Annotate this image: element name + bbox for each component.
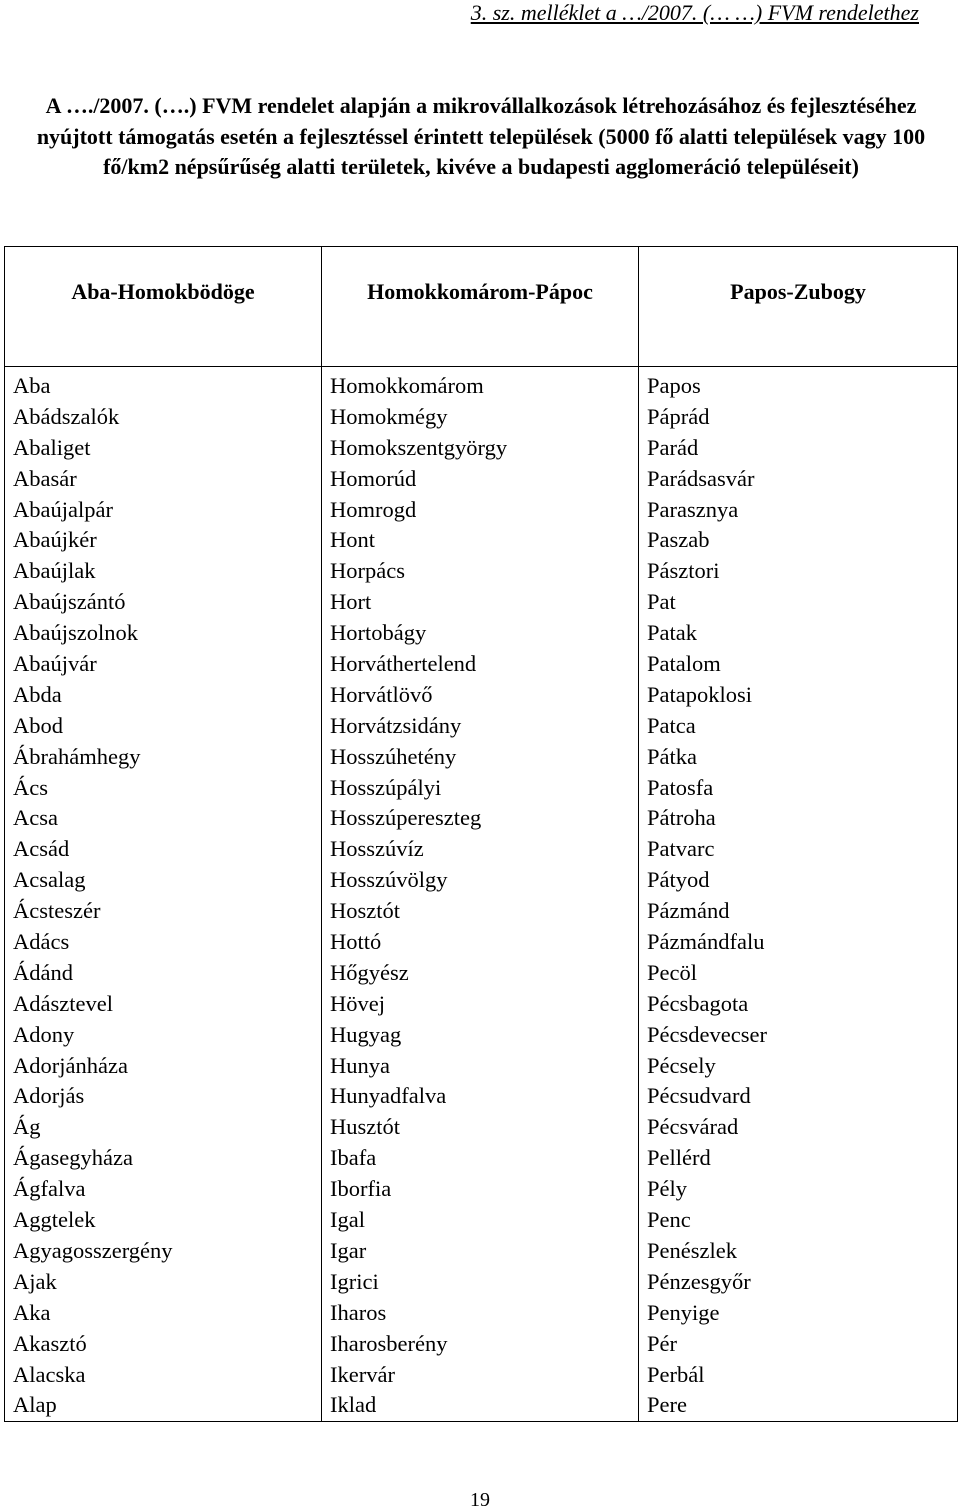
settlement-name: Igrici [330,1268,379,1294]
settlement-name: Hugyag [330,1021,402,1047]
settlement-name: Hont [330,527,375,553]
settlement-name: Abaújszolnok [13,620,138,646]
settlement-name: Ács [13,774,48,800]
settlements-table [4,246,958,1422]
column-cell-1 [5,367,322,1422]
settlement-name: Homrogd [330,496,417,522]
settlement-name: Horvátzsidány [330,712,462,738]
settlement-name: Hőgyész [330,959,409,985]
settlement-name: Penészlek [647,1237,737,1263]
settlement-name: Agyagosszergény [13,1237,173,1263]
settlement-name: Páprád [647,403,710,429]
settlement-list-2 [330,371,638,1421]
settlement-name: Paszab [647,527,710,553]
settlement-list-3 [647,371,957,1421]
settlement-name: Ibafa [330,1145,377,1171]
settlement-name: Patalom [647,651,721,677]
settlement-name: Aggtelek [13,1207,96,1233]
settlement-name: Pér [647,1330,677,1356]
table-body-row [5,367,958,1422]
settlement-name: Abaújszántó [13,589,126,615]
settlement-name: Iklad [330,1392,377,1418]
settlement-name: Hosszúhetény [330,743,457,769]
settlement-name: Alap [13,1392,57,1418]
settlement-name: Iborfia [330,1176,392,1202]
settlement-name: Pat [647,589,676,615]
settlement-name: Acsalag [13,867,86,893]
settlement-name: Parádsasvár [647,465,755,491]
settlement-name: Horvátlövő [330,681,433,707]
settlement-name: Pere [647,1392,687,1418]
settlement-name: Abaliget [13,434,91,460]
column-heading-1: Aba-Homokbödöge [5,247,322,367]
settlement-name: Hosszúvölgy [330,867,448,893]
settlement-name: Pázmánd [647,898,730,924]
settlement-name: Hottó [330,929,382,955]
settlement-name: Acsád [13,836,70,862]
settlement-name: Abaújalpár [13,496,113,522]
settlement-name: Ábrahámhegy [13,743,141,769]
settlement-name: Parasznya [647,496,739,522]
settlement-name: Hosszúpereszteg [330,805,482,831]
settlement-name: Hosszúvíz [330,836,424,862]
settlement-name: Horváthertelend [330,651,477,677]
settlement-name: Abaújlak [13,558,96,584]
settlement-name: Homokkomárom [330,373,484,398]
settlement-name: Husztót [330,1114,400,1140]
settlement-name: Pázmándfalu [647,929,765,955]
column-heading-2: Homokkomárom-Pápoc [322,247,639,367]
settlement-name: Hosszúpályi [330,774,442,800]
settlement-name: Pátyod [647,867,710,893]
settlement-name: Pécsvárad [647,1114,739,1140]
settlement-name: Abod [13,712,63,738]
settlement-name: Hunyadfalva [330,1083,447,1109]
settlement-name: Pénzesgyőr [647,1268,751,1294]
settlement-name: Igal [330,1207,365,1233]
settlement-name: Pécsdevecser [647,1021,767,1047]
settlement-name: Penyige [647,1299,720,1325]
settlement-name: Horpács [330,558,405,584]
settlement-name: Parád [647,434,699,460]
settlement-name: Aka [13,1299,51,1325]
column-cell-2 [322,367,639,1422]
settlement-name: Adásztevel [13,990,113,1016]
settlement-name: Pátka [647,743,697,769]
settlement-name: Abasár [13,465,77,491]
settlement-name: Ikervár [330,1361,395,1387]
settlement-name: Adorjás [13,1083,85,1109]
settlement-name: Igar [330,1237,367,1263]
settlement-name: Pécsudvard [647,1083,751,1109]
settlement-name: Pécsbagota [647,990,749,1016]
settlement-name: Abda [13,681,62,707]
settlement-name: Adács [13,929,70,955]
settlement-name: Aba [13,373,51,398]
settlement-name: Perbál [647,1361,705,1387]
settlement-name: Acsa [13,805,58,831]
column-cell-3 [639,367,958,1422]
settlement-name: Pély [647,1176,688,1202]
settlement-name: Abádszalók [13,403,120,429]
settlement-name: Pecöl [647,959,697,985]
settlement-name: Patak [647,620,697,646]
settlement-name: Papos [647,373,701,398]
settlement-name: Patvarc [647,836,715,862]
settlement-name: Pellérd [647,1145,711,1171]
settlement-name: Abaújvár [13,651,97,677]
settlement-name: Adorjánháza [13,1052,128,1078]
settlement-name: Akasztó [13,1330,87,1356]
settlement-name: Adony [13,1021,75,1047]
settlement-name: Pécsely [647,1052,716,1078]
settlement-name: Ágfalva [13,1176,86,1202]
settlement-list-1 [13,371,321,1421]
document-title: A …./2007. (….) FVM rendelet alapján a mikrovállalkozások létrehozásához és fejlesztéséhez nyújtott támogatás esetén a fejlesztéssel érintett települések (5000 fő alatti települések vagy 100 fő/km2 népsűrűség alatti területek, kivéve a budapesti agglomeráció településeit) [36,93,926,179]
settlement-name: Ág [13,1114,41,1140]
settlement-name: Penc [647,1207,691,1233]
settlement-name: Ágasegyháza [13,1145,133,1171]
column-heading-3: Papos-Zubogy [639,247,958,367]
settlement-name: Pátroha [647,805,716,831]
settlement-name: Hunya [330,1052,390,1078]
table-header-row [5,247,958,367]
settlement-name: Hortobágy [330,620,427,646]
settlement-name: Patca [647,712,696,738]
settlement-name: Ajak [13,1268,57,1294]
settlement-name: Alacska [13,1361,86,1387]
settlement-name: Ácsteszér [13,898,101,924]
settlement-name: Iharos [330,1299,387,1325]
settlement-name: Hosztót [330,898,400,924]
page-number: 19 [470,1489,490,1511]
settlement-name: Homorúd [330,465,417,491]
settlement-name: Pásztori [647,558,720,584]
settlement-name: Ádánd [13,959,73,985]
settlement-name: Patosfa [647,774,714,800]
settlement-name: Homokmégy [330,403,448,429]
settlement-name: Patapoklosi [647,681,752,707]
settlement-name: Hövej [330,990,385,1016]
settlement-name: Hort [330,589,372,615]
settlement-name: Homokszentgyörgy [330,434,508,460]
settlement-name: Abaújkér [13,527,97,553]
annex-header: 3. sz. melléklet a …/2007. (… …) FVM rendelethez [470,0,919,25]
settlement-name: Iharosberény [330,1330,448,1356]
